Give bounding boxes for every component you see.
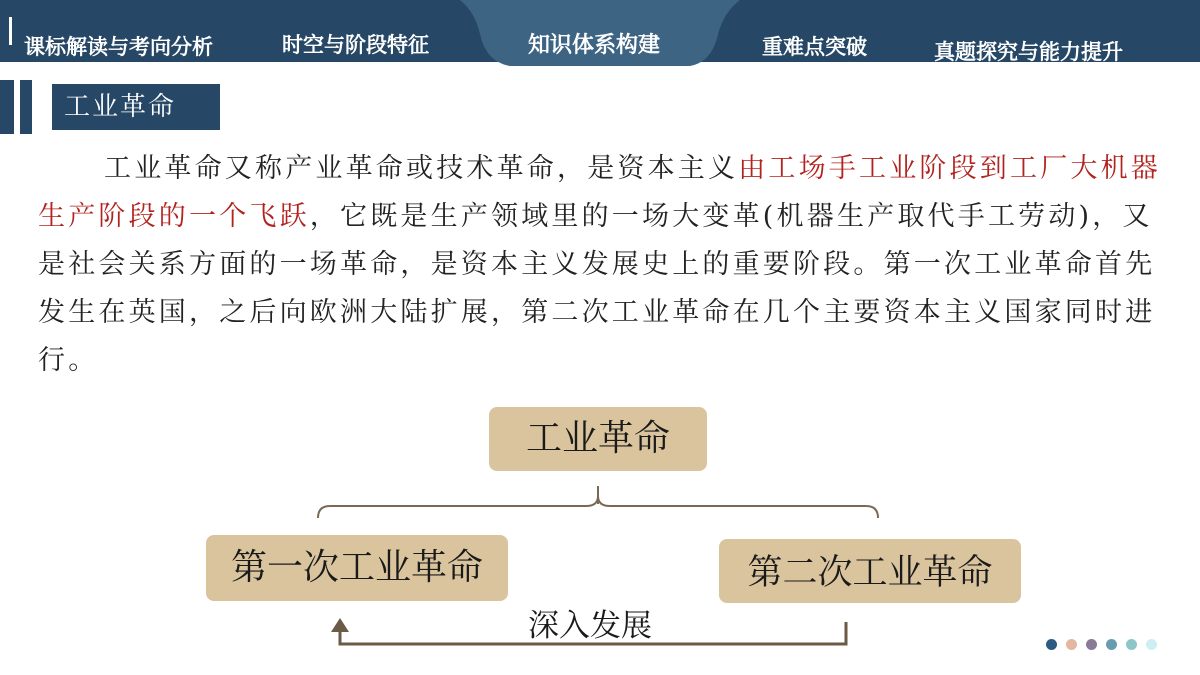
tab-curriculum-analysis[interactable]: 课标解读与考向分析 [24, 35, 213, 59]
page-dot[interactable] [1126, 639, 1137, 650]
paragraph-highlight: 由工场手工业阶段到工厂大机器生产阶段的一个飞跃 [38, 153, 1162, 232]
page-dot[interactable] [1106, 639, 1117, 650]
tab-exam-practice[interactable]: 真题探究与能力提升 [934, 40, 1123, 64]
intro-paragraph [38, 145, 1178, 385]
page-dot[interactable] [1146, 639, 1157, 650]
section-title: 工业革命 [52, 84, 220, 130]
arrow-label: 深入发展 [528, 608, 652, 644]
tab-time-space-features[interactable]: 时空与阶段特征 [282, 33, 429, 57]
page-dot[interactable] [1086, 639, 1097, 650]
page-dot[interactable] [1046, 639, 1057, 650]
tab-key-difficulties[interactable]: 重难点突破 [762, 35, 867, 59]
paragraph-text-1: 工业革命又称产业革命或技术革命，是资本主义 [104, 153, 739, 184]
top-nav-bar [0, 0, 1200, 66]
tab-knowledge-system[interactable]: 知识体系构建 [528, 33, 661, 58]
title-deco-bar [20, 80, 32, 134]
paragraph-text-2: ，它既是生产领域里的一场大变革(机器生产取代手工劳动)，又是社会关系方面的一场革命，是资本主义发展史上的重要阶段。第一次工业革命首先发生在英国，之后向欧洲大陆扩展，第二次工业革命在几个主要资本主义国家同时进行。 [38, 201, 1156, 376]
diagram-root-box: 工业革命 [489, 407, 707, 471]
section-title-block [0, 80, 230, 134]
page-dot[interactable] [1066, 639, 1077, 650]
diagram-first-revolution-box: 第一次工业革命 [206, 535, 508, 601]
diagram-second-revolution-box: 第二次工业革命 [719, 539, 1021, 603]
nav-left-marker [9, 17, 12, 45]
title-deco-bar [0, 80, 14, 134]
